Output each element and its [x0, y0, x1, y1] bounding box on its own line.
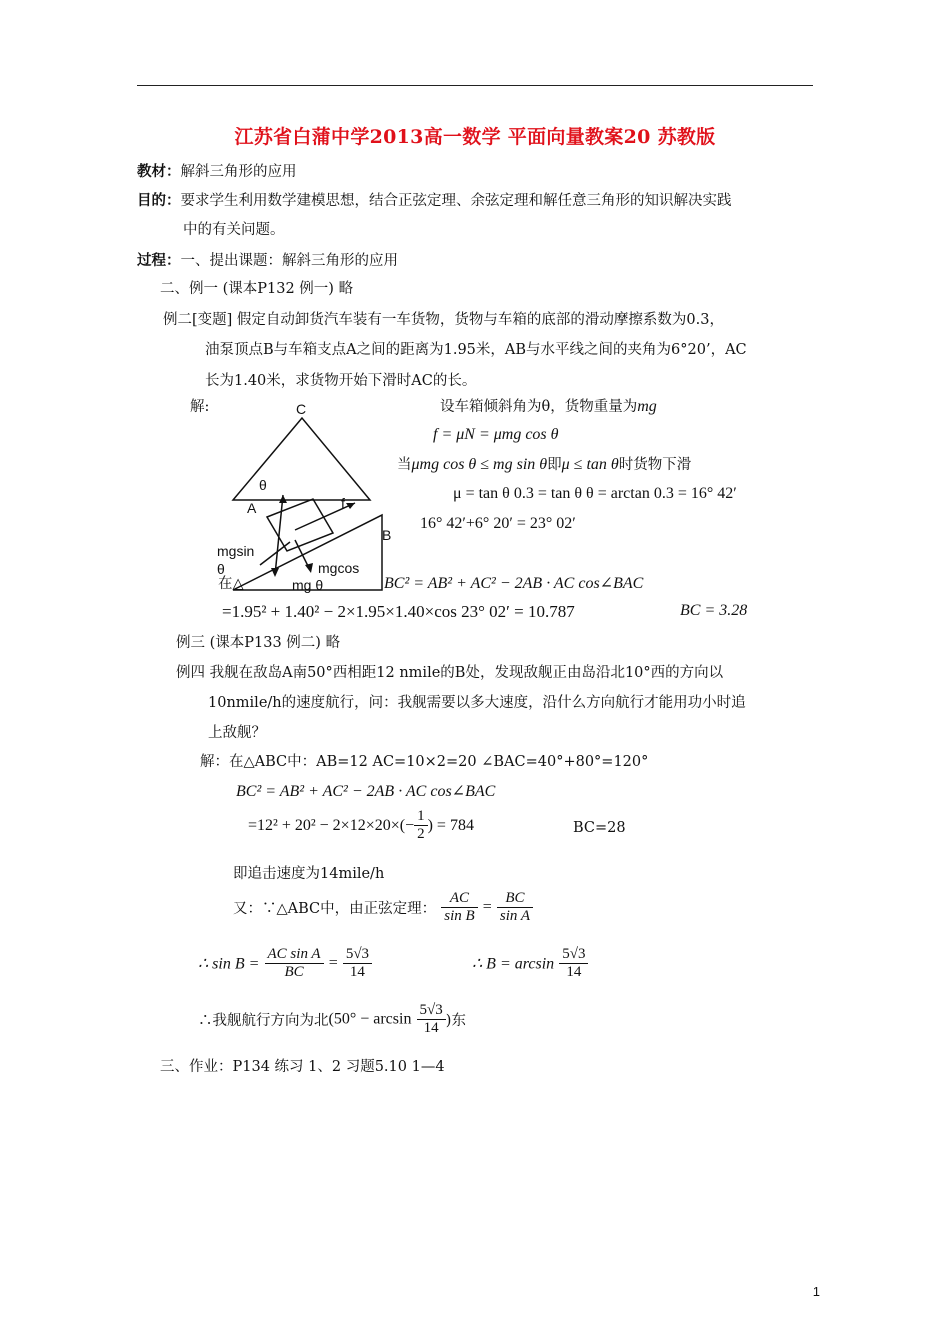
sine-law-text: 又：∵△ABC中，由正弦定理： [233, 901, 437, 917]
incline-diagram [215, 405, 415, 595]
cond-eq-2: μ ≤ tan θ [561, 456, 619, 473]
root-numerator-c: 5√3 [417, 1002, 446, 1020]
homework: 三、作业：P134 练习 1、2 习题5.10 1—4 [160, 1059, 445, 1075]
process-label: 过程： [137, 252, 181, 269]
fourteen-denominator-b: 14 [566, 964, 582, 980]
acsina-numerator: AC sin A [265, 946, 324, 964]
numeric-suffix: ) = 784 [427, 817, 474, 834]
eq-mu: μ = tan θ 0.3 = tan θ θ = arctan 0.3 = 16° 42′ [453, 485, 737, 502]
force-mgsin-line [260, 542, 290, 565]
material-text: 解斜三角形的应用 [180, 164, 297, 180]
arrow-mgcos [305, 563, 313, 573]
b-arcsin-prefix: ∴ B = arcsin [472, 955, 555, 973]
example-4-line-1: 例四 我舰在敌岛A南50°西相距12 nmile的B处，发现敌舰正由岛沿北10°西的方向以 [176, 665, 724, 681]
aim-text-1: 要求学生利用数学建模思想，结合正弦定理、余弦定理和解任意三角形的知识解决实践 [180, 193, 732, 209]
sina-denominator: sin A [499, 908, 531, 924]
label-f: f [341, 495, 345, 511]
example-2-line-2: 油泵顶点B与车箱支点A之间的距离为1.95米，AB与水平线之间的夹角为6°20’，AC [205, 342, 747, 358]
root-numerator: 5√3 [343, 946, 372, 964]
fraction-5root3-14-c [417, 1002, 446, 1037]
eq-friction: f = μN = μmg cos θ [433, 426, 559, 443]
fraction-5root3-14 [343, 946, 372, 981]
cond-eq-1: μmg cos θ ≤ mg sin θ [411, 456, 548, 473]
numeric-prefix: =12² + 20² − 2×12×20×(− [248, 817, 415, 834]
aim-text-2: 中的有关问题。 [183, 222, 285, 238]
material-label: 教材： [137, 163, 181, 180]
example-4-numeric [248, 808, 474, 843]
direction-mid: (50° − arcsin [328, 1010, 412, 1028]
bc-denominator: BC [284, 964, 304, 980]
eq-angle-sum: 16° 42′+6° 20′ = 23° 02′ [420, 515, 576, 532]
fraction-acsina-bc [265, 946, 324, 981]
chase-speed: 即追击速度为14mile/h [233, 866, 385, 882]
label-mg: mg θ [292, 577, 324, 593]
eq-cosine-law: BC² = AB² + AC² − 2AB · AC cos∠BAC [384, 575, 644, 592]
example-4-solution: 解：在△ABC中：AB=12 AC=10×2=20 ∠BAC=40°+80°=120° [200, 754, 649, 770]
top-rule [137, 85, 813, 86]
process-text: 一、提出课题：解斜三角形的应用 [180, 253, 398, 269]
fourteen-denominator: 14 [349, 964, 365, 980]
fraction-half [414, 808, 428, 843]
triangle-abc [233, 418, 370, 500]
force-mg-line [275, 495, 283, 575]
fraction-5root3-14-b [559, 946, 588, 981]
label-b: B [382, 527, 392, 543]
example-4-cosine-law: BC² = AB² + AC² − 2AB · AC cos∠BAC [236, 783, 496, 800]
sinb-equals: = [328, 954, 338, 972]
root-numerator-b: 5√3 [559, 946, 588, 964]
label-mgsin: mgsin [217, 543, 255, 559]
label-a: A [247, 500, 257, 516]
fraction-bc-sina [497, 890, 533, 925]
direction-result [198, 1002, 466, 1037]
fourteen-denominator-c: 14 [423, 1020, 439, 1036]
aim-label: 目的： [137, 192, 181, 209]
half-numerator: 1 [414, 808, 428, 826]
b-arcsin-result [472, 946, 588, 981]
aim-line-1 [137, 189, 732, 210]
eq-bc-result: BC = 3.28 [680, 602, 748, 619]
arrow-mg [271, 568, 279, 577]
sinb-result [198, 946, 372, 981]
direction-suffix: )东 [445, 1013, 466, 1029]
sine-law-line [233, 890, 533, 925]
force-f-line [295, 503, 355, 530]
arrow-normal [279, 495, 287, 503]
label-c: C [296, 401, 307, 417]
solution-label: 解: [190, 399, 210, 415]
bc-numerator: BC [497, 890, 533, 908]
weight-symbol: mg [637, 398, 657, 415]
label-theta: θ [259, 477, 267, 493]
example-1: 二、例一 (课本P132 例一) 略 [160, 281, 354, 297]
sinb-prefix: ∴ sin B = [198, 955, 260, 973]
eq-numeric: =1.95² + 1.40² − 2×1.95×1.40×cos 23° 02′ = 10.787 [222, 602, 575, 621]
solution-intro [440, 395, 657, 416]
half-denominator: 2 [417, 826, 425, 842]
sinb-denominator: sin B [444, 908, 475, 924]
example-3: 例三 (课本P133 例二) 略 [176, 635, 341, 651]
ac-numerator: AC [441, 890, 477, 908]
material-line [137, 160, 297, 181]
sine-law-equals: = [482, 898, 492, 916]
example-2-line-1: 例二[变题] 假定自动卸货汽车装有一车货物，货物与车箱的底部的滑动摩擦系数为0.3， [163, 312, 724, 328]
example-2-line-3: 长为1.40米，求货物开始下滑时AC的长。 [205, 373, 477, 389]
cond-mid: 即 [547, 457, 562, 473]
label-theta-2: θ [217, 561, 225, 577]
direction-prefix: ∴我舰航行方向为北 [198, 1013, 329, 1029]
label-mgcos: mgcos [318, 560, 360, 576]
cond-suffix: 时货物下滑 [618, 457, 692, 473]
example-4-line-2: 10nmile/h的速度航行，问：我舰需要以多大速度，沿什么方向航行才能用功小时追 [208, 695, 746, 711]
page-title: 江苏省白蒲中学2013高一数学 平面向量教案20 苏教版 [234, 126, 716, 148]
slide-condition [397, 453, 691, 474]
in-triangle-label: 在△ [218, 576, 244, 592]
process-line [137, 249, 398, 270]
fraction-ac-sinb [441, 890, 477, 925]
example-4-line-3: 上敌舰？ [208, 725, 266, 741]
page-number: 1 [812, 1284, 820, 1299]
cond-prefix: 当 [397, 457, 412, 473]
cargo-box [267, 499, 333, 551]
solution-intro-text: 设车箱倾斜角为θ，货物重量为 [440, 399, 638, 415]
example-4-bc: BC=28 [573, 820, 626, 836]
